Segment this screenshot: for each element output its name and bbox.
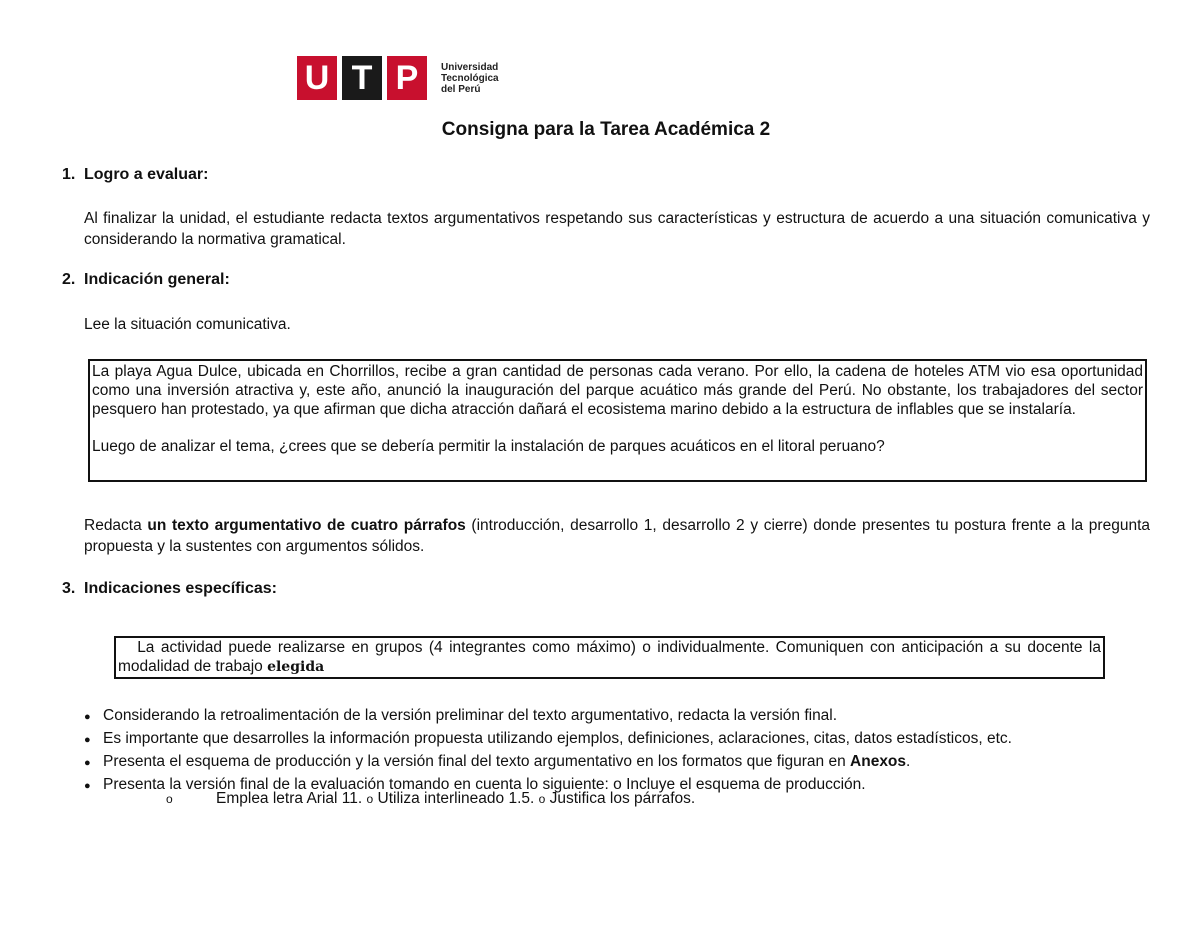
bullet-icon: ●	[84, 734, 91, 746]
section-1-heading	[62, 166, 208, 184]
sub-bullet-icon: o	[613, 776, 622, 793]
logo-letter-u: U	[297, 56, 337, 100]
section-3-number: 3.	[62, 580, 76, 597]
sub-item: Utiliza interlineado 1.5.	[377, 790, 535, 807]
situation-box	[88, 359, 1147, 482]
section-3-heading	[62, 580, 277, 598]
sub-item: Justifica los párrafos.	[549, 790, 696, 807]
list-item	[84, 728, 1184, 751]
bullet-text: Considerando la retroalimentación de la versión preliminar del texto argumentativo, redacta la versión final.	[103, 707, 838, 724]
logo-line-1: Universidad	[441, 61, 499, 73]
section-2-title: Indicación general:	[84, 271, 230, 288]
utp-logo	[297, 56, 499, 100]
bullet-text	[103, 751, 910, 772]
modality-text: La actividad puede realizarse en grupos (4 integrantes como máximo) o individualmente. Comuniquen con anticipación a su docente la modalidad de trabajo	[118, 639, 1101, 675]
bullet3-pre: Presenta el esquema de producción y la versión final del texto argumentativo en los formatos que figuran en	[103, 753, 851, 770]
list-item	[84, 705, 1184, 728]
task-instruction	[84, 515, 1150, 557]
logo-letter-t: T	[342, 56, 382, 100]
sub-bullet-icon: o	[538, 792, 546, 806]
bullet-icon: ●	[84, 780, 91, 792]
section-3-title: Indicaciones específicas:	[84, 580, 277, 597]
logo-line-2: Tecnológica	[441, 72, 499, 84]
bullet-icon: ●	[84, 757, 91, 769]
modality-box	[114, 636, 1105, 679]
sub-bullet-icon: o	[366, 792, 374, 806]
bullet4-sub: Incluye el esquema de producción.	[626, 776, 866, 793]
sub-list	[166, 790, 695, 808]
bullet3-post: .	[906, 753, 911, 770]
logo-letter-p: P	[387, 56, 427, 100]
bullet-text: Es importante que desarrolles la información propuesta utilizando ejemplos, definiciones, aclaraciones, citas, datos estadísticos, etc.	[103, 730, 1012, 747]
anexos-bold: Anexos	[850, 753, 907, 770]
section-2-intro: Lee la situación comunicativa.	[84, 316, 291, 333]
section-2-number: 2.	[62, 271, 76, 288]
task-bold: un texto argumentativo de cuatro párrafos	[147, 517, 466, 534]
logo-wordmark	[441, 62, 499, 95]
list-item	[84, 751, 1184, 774]
situation-question: Luego de analizar el tema, ¿crees que se debería permitir la instalación de parques acuáticos en el litoral peruano?	[92, 438, 885, 455]
section-1-number: 1.	[62, 166, 76, 183]
bullet-icon: ●	[84, 711, 91, 723]
task-pre: Redacta	[84, 517, 148, 534]
logo-line-3: del Perú	[441, 83, 481, 95]
bullet4-text: Presenta la versión final de la evaluación tomando en cuenta lo siguiente:	[103, 776, 609, 793]
section-2-heading	[62, 271, 230, 289]
modality-bold: elegida	[267, 659, 325, 675]
section-1-title: Logro a evaluar:	[84, 166, 209, 183]
situation-paragraph: La playa Agua Dulce, ubicada en Chorrillos, recibe a gran cantidad de personas cada verano. Por ello, la cadena de hoteles ATM vio esa oportunidad como una inversión atractiva y, este año, anunció la inauguración del parque acuático más grande del Perú. No obstante, los trabajadores del sector pesquero han protestado, ya que afirman que dicha atracción dañará el ecosistema marino debido a la estructura de inflables que se instalaría.	[92, 363, 1143, 418]
sub-bullet-icon: o	[166, 792, 173, 806]
sub-item: Emplea letra Arial 11.	[216, 790, 363, 807]
task-post: (introducción, desarrollo 1, desarrollo 2 y cierre) donde presentes tu postura frente a la pregunta propuesta y la sustentes con argumentos sólidos.	[84, 517, 1150, 555]
specific-indications-list	[84, 705, 1184, 797]
document-title: Consigna para la Tarea Académica 2	[441, 119, 771, 140]
section-1-text: Al finalizar la unidad, el estudiante redacta textos argumentativos respetando sus características y estructura de acuerdo a una situación comunicativa y considerando la normativa gramatical.	[84, 210, 1150, 248]
